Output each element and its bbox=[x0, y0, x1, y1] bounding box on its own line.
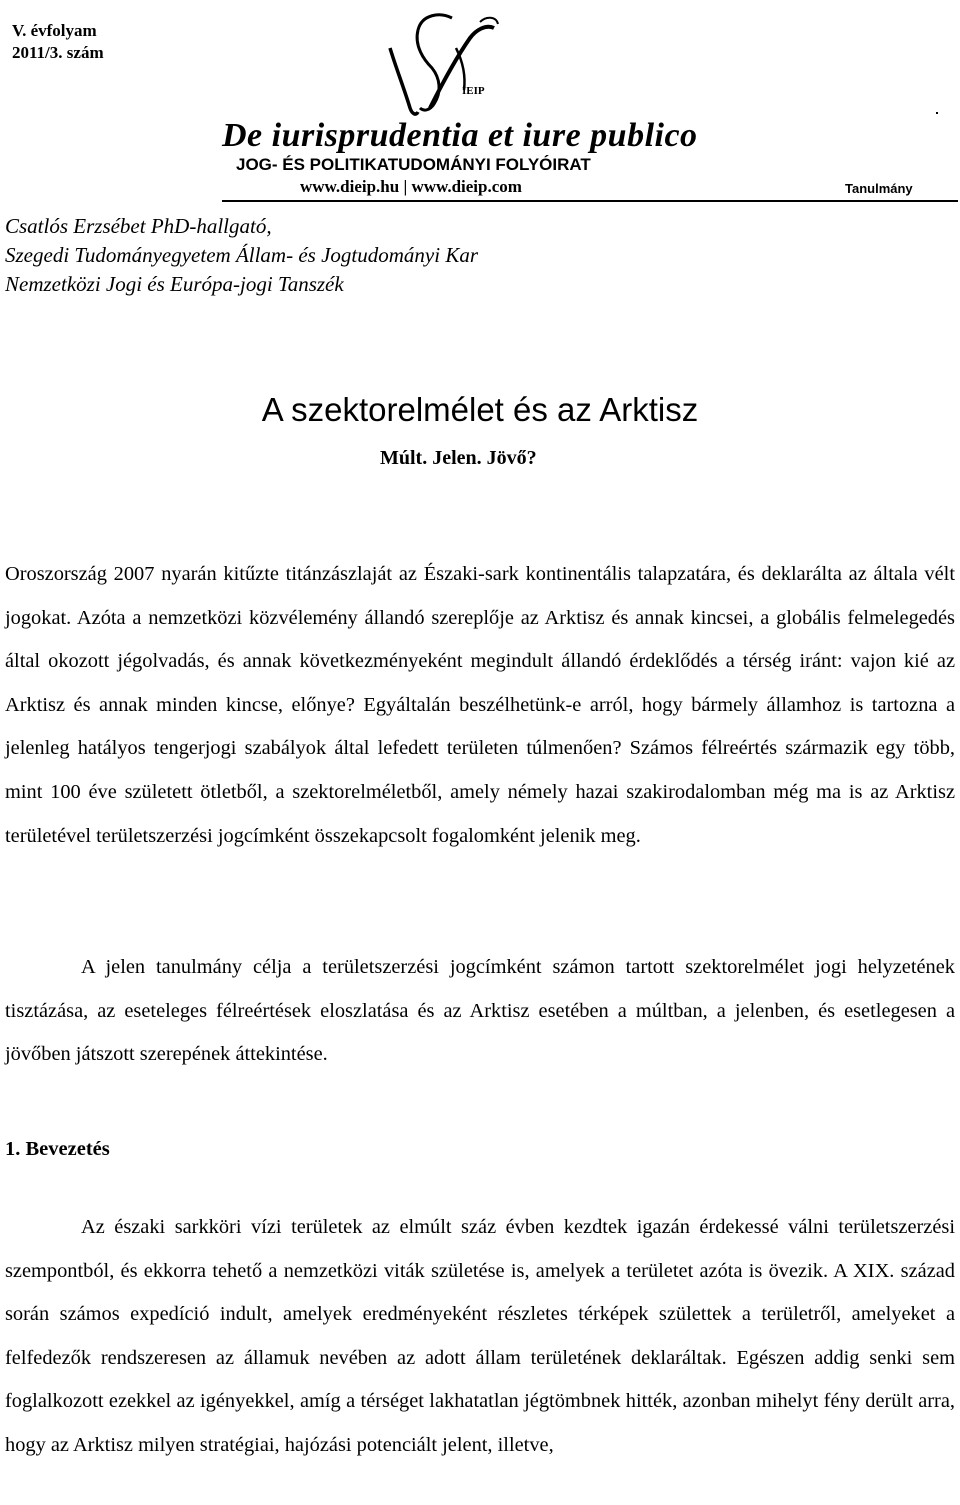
journal-motto: De iurisprudentia et iure publico bbox=[222, 117, 698, 154]
journal-header bbox=[0, 0, 960, 205]
author-university: Szegedi Tudományegyetem Állam- és Jogtudományi Kar bbox=[5, 243, 478, 267]
section-label: Tanulmány bbox=[845, 181, 913, 196]
volume-issue bbox=[12, 20, 104, 64]
author-department: Nemzetközi Jogi és Európa-jogi Tanszék bbox=[5, 272, 344, 296]
section-paragraph-1: Az északi sarkköri vízi területek az elmúlt száz évben kezdtek igazán érdekessé válni területszerzési szempontból, és ekkorra tehető a nemzetközi viták születése is, amelyek a területet azóta is övezik. A XIX. század során számos expedíció indult, amelyek eredményeként részletes térképek születtek a területről, amelyeket a felfedezők rendszeresen az államuk nevében az adott állam területének deklaráltak. Egészen addig senki sem foglalkozott ezekkel az igényekkel, amíg a térséget lakhatatlan jégtömbnek hitték, azonban mihelyt fény derült arra, hogy az Arktisz milyen stratégiai, hajózási potenciált jelent, illetve, bbox=[5, 1216, 955, 1456]
article-subtitle: Múlt. Jelen. Jövő? bbox=[380, 447, 537, 469]
abstract-paragraph-1: Oroszország 2007 nyarán kitűzte titánzászlaját az Északi-sark kontinentális talapzatára, és deklarálta az általa vélt jogokat. Azóta a nemzetközi közvélemény állandó szereplője az Arktisz és annak kincsei, a globális felmelegedés által okozott jégolvadás, és annak következményeként megindult állandó érdeklődés a térség iránt: vajon kié az Arktisz és annak minden kincse, előnye? Egyáltalán beszélhetünk-e arról, hogy bármely államhoz is tartozna a jelenleg hatályos tengerjogi szabályok által lefedett területen túlmenően? Számos félreértés származik egy több, mint 100 éve született ötletből, a szektorelméletből, amely némely hazai szakirodalomban még ma is az Arktisz területével területszerzési jogcímként összekapcsolt fogalomként jelenik meg. bbox=[5, 563, 955, 847]
journal-subtitle: JOG- ÉS POLITIKATUDOMÁNYI FOLYÓIRAT bbox=[236, 155, 591, 174]
article-title: A szektorelmélet és az Arktisz bbox=[261, 391, 699, 428]
abstract-paragraph-2: A jelen tanulmány célja a területszerzési jogcímként számon tartott szektorelmélet jogi helyzetének tisztázása, az eseteleges félreértések eloszlatása és az Arktisz esetében a múltban, a jelenben, és esetlegesen a jövőben játszott szerepének áttekintése. bbox=[5, 956, 955, 1066]
journal-logo-icon bbox=[360, 8, 520, 123]
issue-label: 2011/3. szám bbox=[12, 43, 104, 62]
author-block bbox=[5, 212, 478, 299]
volume-label: V. évfolyam bbox=[12, 21, 97, 40]
author-name: Csatlós Erzsébet PhD-hallgató, bbox=[5, 214, 272, 238]
header-dot bbox=[936, 112, 938, 114]
logo-small-text: IEIP bbox=[462, 85, 485, 97]
journal-websites: www.dieip.hu | www.dieip.com bbox=[300, 177, 522, 196]
header-rule bbox=[222, 200, 958, 202]
section-heading: 1. Bevezetés bbox=[5, 1138, 110, 1160]
